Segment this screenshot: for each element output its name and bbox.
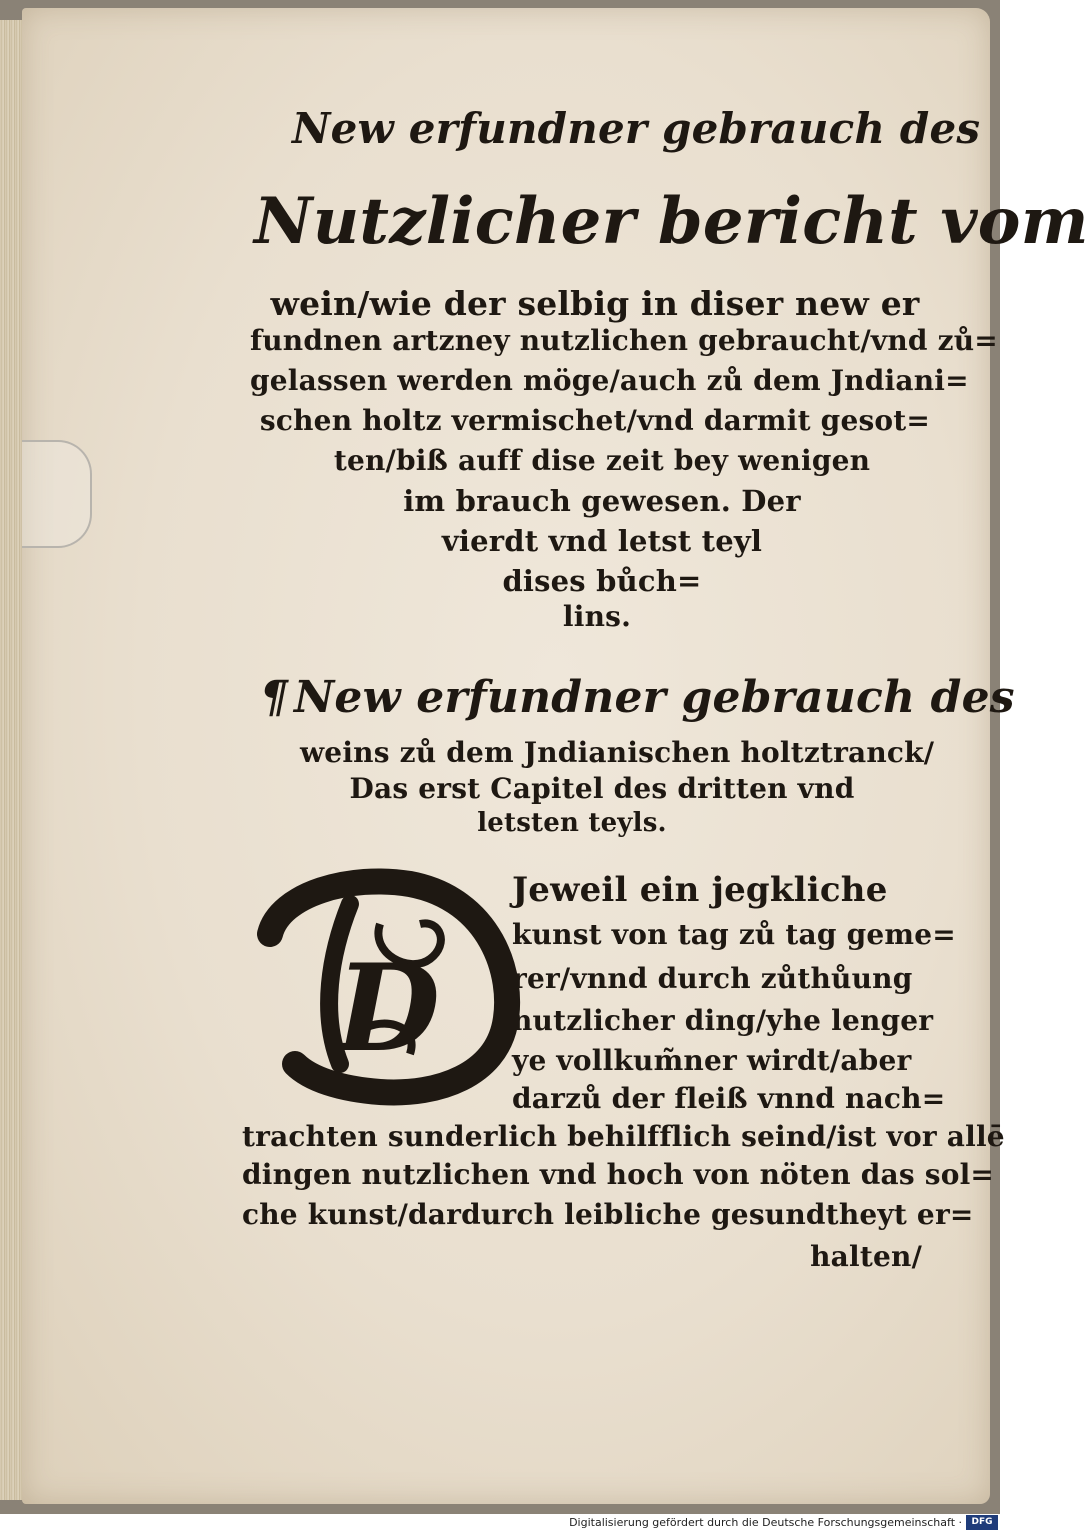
paragraph-line: che kunst/dardurch leibliche gesundtheyt er=: [242, 1198, 974, 1231]
section-heading-text: New erfundner gebrauch des: [294, 672, 1015, 723]
paragraph-line: trachten sunderlich behilfflich seind/ist vor allē: [242, 1120, 1005, 1153]
paragraph-line: nutzlicher ding/yhe lenger: [512, 1004, 934, 1037]
intro-line: schen holtz vermischet/vnd darmit gesot=: [259, 404, 931, 437]
intro-line: lins.: [562, 600, 632, 633]
paragraph-line: ye vollkum̃ner wirdt/aber: [512, 1044, 912, 1077]
paragraph-line: kunst von tag zů tag geme=: [512, 918, 956, 951]
footer-bar: [0, 1514, 1000, 1532]
paragraph-line: dingen nutzlichen vnd hoch von nöten das sol=: [242, 1158, 995, 1191]
paragraph-line: halten/: [810, 1240, 922, 1273]
paragraph-line: darzů der fleiß vnnd nach=: [512, 1082, 946, 1115]
paragraph-line: rer/vnnd durch zůthůung: [512, 962, 913, 995]
intro-line: dises bůch=: [502, 564, 702, 598]
section-sub-line: Das erst Capitel des dritten vnd: [349, 772, 855, 805]
intro-line: gelassen werden möge/auch zů dem Jndiani=: [250, 364, 969, 397]
title-line-2: Nutzlicher bericht vom: [254, 184, 1089, 259]
funding-credit: Digitalisierung gefördert durch die Deutsche Forschungsgemeinschaft ·: [569, 1516, 962, 1529]
section-sub-line: letsten teyls.: [477, 808, 667, 838]
intro-line: ten/biß auff dise zeit bey wenigen: [333, 444, 871, 477]
section-heading: [260, 672, 1015, 723]
intro-line: im brauch gewesen. Der: [403, 484, 801, 518]
page-sheet: [22, 8, 1089, 1504]
decorated-initial-d: [260, 864, 520, 1104]
title-line-1: New erfundner gebrauch des: [292, 104, 981, 153]
dfg-logo: DFG: [966, 1515, 998, 1530]
intro-line: vierdt vnd letst teyl: [441, 524, 763, 558]
page-clip: [22, 440, 92, 548]
initial-letter: D: [335, 938, 441, 1079]
paragraph-line: Jeweil ein jegkliche: [512, 870, 888, 910]
intro-line: wein/wie der selbig in diser new er: [270, 284, 920, 323]
pilcrow-mark: ¶: [260, 672, 289, 723]
intro-line: fundnen artzney nutzlichen gebraucht/vnd zů=: [250, 324, 998, 357]
section-sub-line: weins zů dem Jndianischen holtztranck/: [300, 736, 935, 769]
